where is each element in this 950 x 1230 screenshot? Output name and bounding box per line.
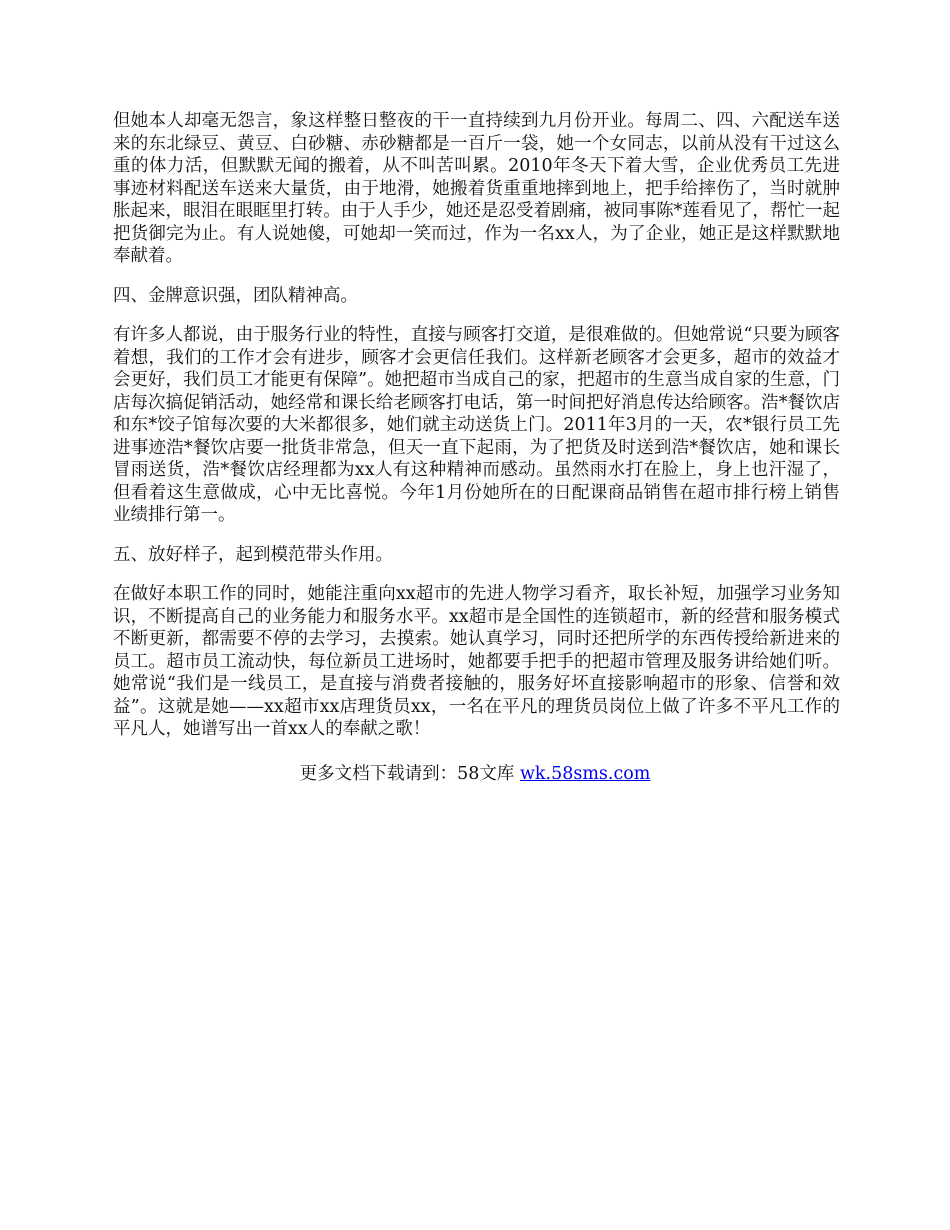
document-body (113, 110, 840, 758)
paragraph-learning: 在做好本职工作的同时，她能注重向xx超市的先进人物学习看齐，取长补短，加强学习业务知识，不断提高自己的业务能力和服务水平。xx超市是全国性的连锁超市，新的经营和服务模式不断更新，都需要不停的去学习，去摸索。她认真学习，同时还把所学的东西传授给新进来的员工。超市员工流动快，每位新员工进场时，她都要手把手的把超市管理及服务讲给她们听。她常说“我们是一线员工，是直接与消费者接触的，服务好坏直接影响超市的形象、信誉和效益”。这就是她——xx超市xx店理货员xx，一名在平凡的理货员岗位上做了许多不平凡工作的平凡人，她谱写出一首xx人的奉献之歌！ (113, 584, 840, 739)
footer-link[interactable]: wk.58sms.com (519, 764, 651, 784)
paragraph-customer-service: 有许多人都说，由于服务行业的特性，直接与顾客打交道，是很难做的。但她常说“只要为顾客着想，我们的工作才会有进步，顾客才会更信任我们。这样新老顾客才会更多，超市的效益才会更好，我们员工才能更有保障”。她把超市当成自己的家，把超市的生意当成自家的生意，门店每次搞促销活动，她经常和课长给老顾客打电话，第一时间把好消息传达给顾客。浩*餐饮店和东*饺子馆每次要的大米都很多，她们就主动送货上门。2011年3月的一天，农*银行员工先进事迹浩*餐饮店要一批货非常急，但天一直下起雨，为了把货及时送到浩*餐饮店，她和课长冒雨送货，浩*餐饮店经理都为xx人有这种精神而感动。虽然雨水打在脸上，身上也汗湿了，但看着这生意做成，心中无比喜悦。今年1月份她所在的日配课商品销售在超市排行榜上销售业绩排行第一。 (113, 325, 840, 525)
section-heading-gold-medal: 四、金牌意识强，团队精神高。 (113, 285, 358, 306)
footer-download-note (0, 763, 950, 786)
footer-prefix: 更多文档下载请到：58文库 (299, 764, 520, 784)
section-heading-role-model: 五、放好样子，起到模范带头作用。 (113, 544, 393, 565)
paragraph-dedication: 但她本人却毫无怨言，象这样整日整夜的干一直持续到九月份开业。每周二、四、六配送车送来的东北绿豆、黄豆、白砂糖、赤砂糖都是一百斤一袋，她一个女同志，以前从没有干过这么重的体力活，但默默无闻的搬着，从不叫苦叫累。2010年冬天下着大雪，企业优秀员工先进事迹材料配送车送来大量货，由于地滑，她搬着货重重地摔到地上，把手给摔伤了，当时就肿胀起来，眼泪在眼眶里打转。由于人手少，她还是忍受着剧痛，被同事陈*莲看见了，帮忙一起把货御完为止。有人说她傻，可她却一笑而过，作为一名xx人，为了企业，她正是这样默默地奉献着。 (113, 111, 840, 266)
